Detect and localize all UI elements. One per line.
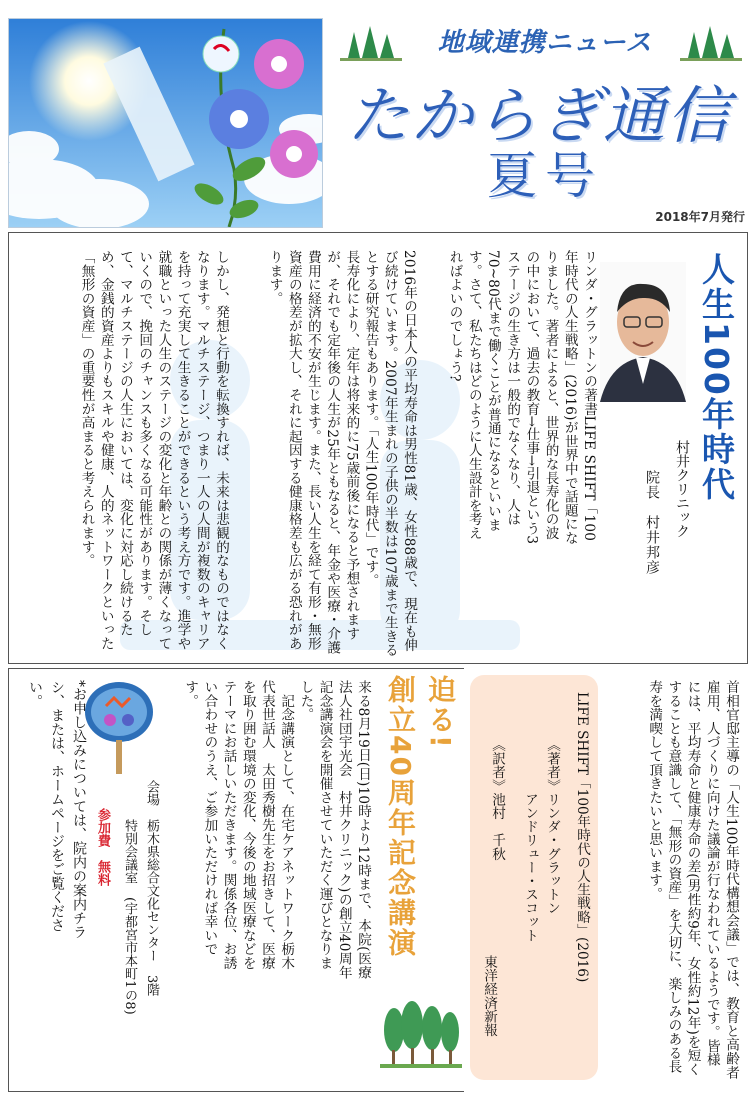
event-title: 迫る! 創立40周年記念講演 bbox=[384, 675, 457, 958]
newsletter-title: たからぎ通信 bbox=[346, 79, 731, 152]
book-publisher: 東洋経済新報 bbox=[481, 955, 497, 1037]
author-organization: 村井クリニック bbox=[674, 440, 690, 538]
event-fee: 参加費 無料 bbox=[95, 808, 110, 886]
header-illustration bbox=[8, 18, 323, 228]
event-description: 来る8月19日(日)10時より12時まで、本院(医療法人社団宇光会 村井クリニック)の創立40周年記念講演会を開催させていただく運びとなりました。 記念講演として、在宅ケアネットワーク栃木 代表世話人 太田秀樹先生をお招きして、医療を取り囲む環境の変化、今後の地域医療などをテーマにお話しいただきます。関係各位、お誘い合わせのうえ、ご参加いただければ幸いです。 bbox=[182, 680, 371, 980]
application-note: *お申し込みについては、院内の案内チラシ、または、ホームページをご覧ください。 bbox=[27, 680, 87, 939]
article-paragraph-4: 首相官邸主導の「人生100年時代構想会議」では、教育と高齢者雇用、人づくりに向けた議論が行なわれているようです。皆様には、平均寿命と健康寿命の差(男性約9年、女性約12年)を短くすることも意識して、「無形の資産」を大切に、楽しみのある長寿を満喫して頂きたいと思います。 bbox=[646, 680, 739, 1080]
issue-date: 2018年7月発行 bbox=[655, 210, 745, 224]
author-name: 院長 村井邦彦 bbox=[644, 470, 660, 575]
season-title: 夏号 bbox=[487, 147, 603, 205]
article-paragraph-1: リンダ・グラットンの著書LIFE SHIFT「100年時代の人生戦略」(2016)が世界中で話題になりました。著者によると、世界的な長寿化の波の中において、過去の教育→仕事→引退という3ステージの生き方は一般的でなくなり、人は70~80代まで働くことが普通になるといいます。さて、私たちはどのように人生設計を考えればよいのでしょう? bbox=[446, 250, 597, 545]
author-photo bbox=[600, 262, 686, 402]
trees-icon-left bbox=[340, 22, 402, 62]
uchiwa-fan-icon bbox=[80, 676, 158, 776]
series-title: 地域連携ニュース bbox=[437, 28, 653, 58]
article-paragraph-3: しかし、発想と行動を転換すれば、未来は悲観的なものではなくなります。マルチステージ、つまり一人の人間が複数のキャリアを持って充実して生きることができるという考え方です。進学や就職といった人生のステージの変化と年齢との関係が薄くなっていくので、挽回のチャンスも多くなる可能性があります。そして、マルチステージの人生においては、変化に対応し続けるため、金銭的資産よりもスキルや健康、人的ネットワークといった「無形の資産」の重要性が高まると考えられます。 bbox=[78, 250, 229, 651]
book-title: LIFE SHIFT「100年時代の人生戦略」(2016) bbox=[574, 692, 590, 983]
trees-icon-right bbox=[680, 22, 742, 62]
article-paragraph-2: 2016年の日本人の平均寿命は男性81歳、女性88歳で、現在も伸び続けています。2007年生まれの子供の半数は107歳まで生きるとする研究報告もあります。「人生100年時代」です。 長寿化により、定年は将来的に75歳前後になると予想されますが、それでも定年後の人生が25年ともなると、年金や医療・介護費用に経済的不安が生じます。また、長い人生を経て有形・無形資産の格差が拡大し、それに起因する健康格差も広がる恐れがあります。 bbox=[266, 250, 417, 657]
event-venue: 会場 栃木県総合文化センター 3階 特別会議室 (宇都宮市本町1の8) bbox=[122, 780, 159, 1015]
book-translator: 《訳者》池村 千秋 bbox=[489, 738, 505, 861]
book-author: 《著者》リンダ・グラットン アンドリュー・スコット bbox=[522, 738, 560, 942]
trees-icon-event bbox=[380, 1000, 462, 1070]
article-title: 人生100年時代 bbox=[697, 252, 736, 502]
